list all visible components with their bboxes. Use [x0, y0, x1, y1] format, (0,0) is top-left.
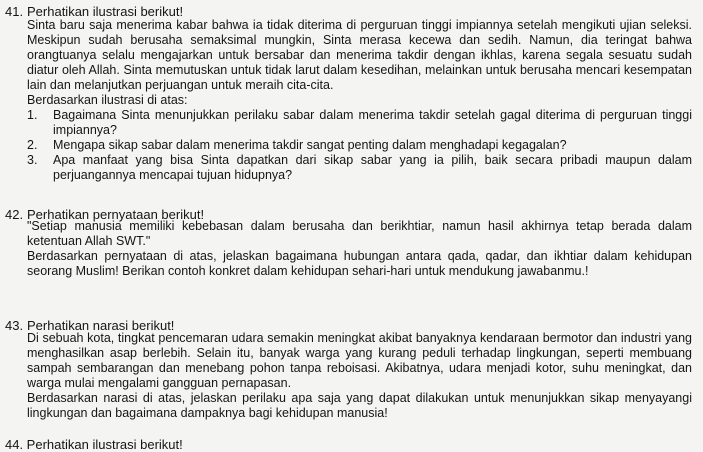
question-title: Perhatikan narasi berikut! [27, 318, 175, 333]
question-number: 41. [5, 4, 24, 19]
question-43-narrative: Di sebuah kota, tingkat pencemaran udara semakin meningkat akibat banyaknya kendaraan bermotor dan industri yang menghasilkan asap berlebih. Selain itu, banyak warga yang kurang peduli terhadap lingkungan, seperti membuang sampah sembarangan dan menebang pohon tanpa reboisasi. Akibatnya, udara menjadi kotor, suhu meningkat, dan warga mulai mengalami gangguan pernapasan. [27, 331, 692, 390]
subquestion-item [27, 138, 692, 153]
question-44-cut-heading: 44. Perhatikan ilustrasi berikut! [5, 437, 183, 452]
subquestion-item [27, 108, 692, 138]
question-42-statement: "Setiap manusia memiliki kebebasan dalam berusaha dan berikhtiar, namun hasil akhirnya tetap berada dalam ketentuan Allah SWT." [27, 219, 692, 248]
subquestion-number: 1. [27, 108, 38, 122]
question-number: 43. [5, 318, 24, 333]
subquestion-number: 2. [27, 138, 38, 152]
question-43-prompt: Berdasarkan narasi di atas, jelaskan perilaku apa saja yang dapat dilakukan untuk menunjukkan sikap menyayangi lingkungan dan bagaimana dampaknya bagi kehidupan manusia! [27, 391, 692, 420]
question-41-subquestions [27, 108, 692, 183]
question-41-heading [5, 4, 183, 19]
question-number: 42. [5, 207, 24, 222]
question-title: Perhatikan ilustrasi berikut! [27, 4, 184, 19]
subquestion-item [27, 153, 692, 183]
question-42-prompt: Berdasarkan pernyataan di atas, jelaskan bagaimana hubungan antara qada, qadar, dan ikhtiar dalam kehidupan seorang Muslim! Berikan contoh konkret dalam kehidupan sehari-hari untuk mendukung jawabanmu.! [27, 249, 692, 278]
subquestion-text: Apa manfaat yang bisa Sinta dapatkan dari sikap sabar yang ia pilih, baik secara pribadi maupun dalam perjuangannya mencapai tujuan hidupnya? [53, 153, 692, 182]
question-41-illustration: Sinta baru saja menerima kabar bahwa ia tidak diterima di perguruan tinggi impiannya setelah mengikuti ujian seleksi. Meskipun sudah berusaha semaksimal mungkin, Sinta merasa kecewa dan sedih. Namun, dia teringat bahwa orangtuanya selalu mengajarkan untuk bersabar dan menerima takdir dengan ikhlas, karena segala sesuatu sudah diatur oleh Allah. Sinta memutuskan untuk tidak larut dalam kesedihan, melainkan untuk berusaha mencari kesempatan lain dan melanjutkan perjuangan untuk meraih cita-cita. [27, 18, 692, 92]
question-41-prompt: Berdasarkan ilustrasi di atas: [27, 93, 188, 107]
subquestion-number: 3. [27, 153, 38, 167]
question-title: Perhatikan pernyataan berikut! [27, 207, 205, 222]
subquestion-text: Bagaimana Sinta menunjukkan perilaku sabar dalam menerima takdir setelah gagal diterima di perguruan tinggi impiannya? [53, 108, 692, 137]
subquestion-text: Mengapa sikap sabar dalam menerima takdir sangat penting dalam menghadapi kegagalan? [53, 138, 567, 152]
